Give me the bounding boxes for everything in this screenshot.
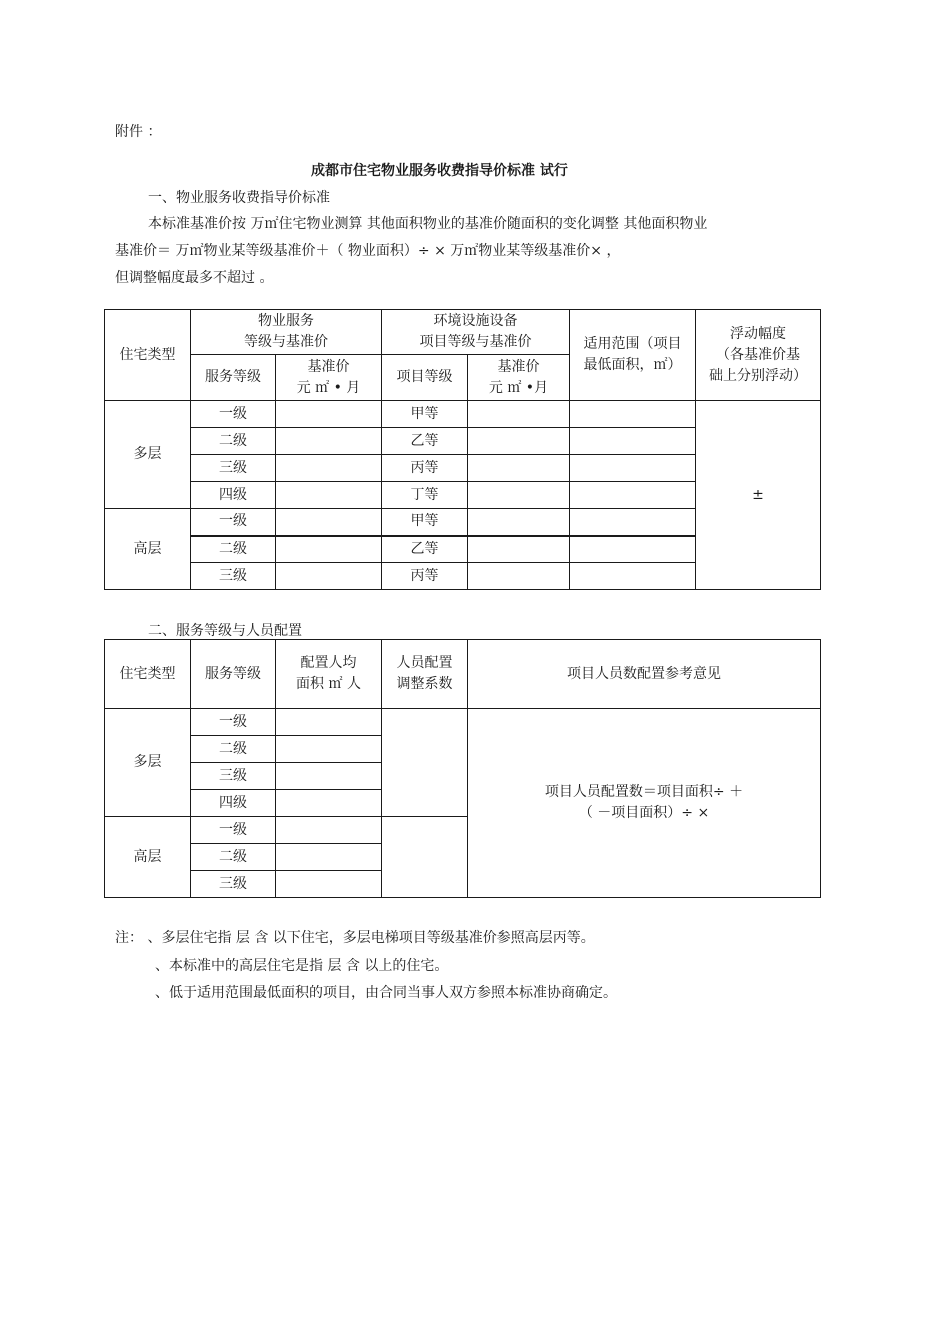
scope-cell	[570, 401, 696, 428]
service-grade-cell: 二级	[191, 844, 276, 871]
header-scope-line2: 最低面积，㎡）	[583, 357, 682, 373]
header-scope-line1: 适用范围（项目	[583, 336, 682, 352]
base-price-cell	[276, 536, 382, 563]
housing-type-highrise: 高层	[105, 509, 191, 590]
header-property-service	[191, 310, 382, 355]
staffing-formula	[468, 709, 821, 898]
project-grade-cell: 丁等	[382, 482, 468, 509]
base-price-cell	[276, 428, 382, 455]
base-price-cell	[276, 482, 382, 509]
header-staffing-opinion: 项目人员数配置参考意见	[468, 640, 821, 709]
paragraph-line-3: 但调整幅度最多不超过 。	[115, 270, 274, 286]
service-grade-cell: 三级	[191, 563, 276, 590]
base-price-cell	[276, 563, 382, 590]
header-float-line1: 浮动幅度	[730, 325, 786, 342]
header-project-grade: 项目等级	[382, 355, 468, 401]
project-grade-cell: 丙等	[382, 455, 468, 482]
project-grade-cell: 甲等	[382, 401, 468, 428]
service-grade-cell: 四级	[191, 482, 276, 509]
table-row	[105, 401, 821, 428]
service-grade-cell: 三级	[191, 763, 276, 790]
base-price-2-cell	[468, 428, 570, 455]
scope-cell	[570, 536, 696, 563]
formula-line1: 项目人员配置数＝项目面积÷ ＋	[544, 784, 744, 800]
header-base-price-2	[468, 355, 570, 401]
base-price-cell	[276, 455, 382, 482]
housing-type-highrise: 高层	[105, 817, 191, 898]
attachment-label: 附件 ：	[115, 124, 162, 140]
table-row	[105, 709, 821, 736]
header-service-grade: 服务等级	[191, 355, 276, 401]
base-price-cell	[276, 509, 382, 536]
scope-cell	[570, 428, 696, 455]
note-2: 、本标准中的高层住宅是指 层 含 以上的住宅。	[155, 958, 449, 974]
header-base-price-line1: 基准价	[307, 358, 350, 375]
formula-line2: （ －项目面积）÷ ×	[578, 805, 710, 821]
coefficient-cell	[382, 817, 468, 898]
area-cell	[276, 736, 382, 763]
header-coef-line1: 人员配置	[396, 655, 453, 671]
area-cell	[276, 790, 382, 817]
service-grade-cell: 一级	[191, 817, 276, 844]
project-grade-cell: 甲等	[382, 509, 468, 536]
scope-cell	[570, 563, 696, 590]
header-base-price2-line1: 基准价	[497, 358, 540, 375]
paragraph-line-2: 基准价＝ 万㎡物业某等级基准价＋（ 物业面积）÷ × 万㎡物业某等级基准价× ，	[115, 243, 621, 259]
float-range-value: ±	[696, 401, 821, 590]
header-scope	[570, 310, 696, 401]
service-grade-cell: 二级	[191, 736, 276, 763]
staffing-table	[104, 639, 821, 898]
header-float-line2: （各基准价基	[716, 346, 800, 363]
header-property-service-line1: 物业服务	[258, 313, 314, 329]
service-grade-cell: 二级	[191, 536, 276, 563]
project-grade-cell: 丙等	[382, 563, 468, 590]
header-area-line1: 配置人均	[300, 655, 357, 671]
note-3: 、低于适用范围最低面积的项目，由合同当事人双方参照本标准协商确定。	[155, 985, 617, 1001]
header-base-price2-line2: 元 ㎡ •月	[488, 379, 549, 396]
header-float-range	[696, 310, 821, 401]
header-housing-type: 住宅类型	[105, 310, 191, 401]
header-area-line2: 面积 ㎡ 人	[296, 676, 361, 692]
service-grade-cell: 三级	[191, 455, 276, 482]
scope-cell	[570, 509, 696, 536]
section1-heading: 一、物业服务收费指导价标准	[148, 190, 330, 206]
header-env-line2: 项目等级与基准价	[419, 334, 532, 350]
housing-type-multistorey: 多层	[105, 401, 191, 509]
base-price-2-cell	[468, 401, 570, 428]
base-price-2-cell	[468, 455, 570, 482]
base-price-2-cell	[468, 563, 570, 590]
header-base-price	[276, 355, 382, 401]
header-coef-line2: 调整系数	[396, 676, 453, 692]
base-price-2-cell	[468, 536, 570, 563]
header-housing-type: 住宅类型	[105, 640, 191, 709]
housing-type-multistorey: 多层	[105, 709, 191, 817]
service-grade-cell: 三级	[191, 871, 276, 898]
base-price-cell	[276, 401, 382, 428]
service-grade-cell: 一级	[191, 709, 276, 736]
base-price-2-cell	[468, 509, 570, 536]
scope-cell	[570, 455, 696, 482]
scope-cell	[570, 482, 696, 509]
header-env-line1: 环境设施设备	[433, 313, 518, 329]
project-grade-cell: 乙等	[382, 536, 468, 563]
note-1: 注： 、多层住宅指 层 含 以下住宅，多层电梯项目等级基准价参照高层丙等。	[115, 930, 595, 946]
area-cell	[276, 871, 382, 898]
header-property-service-line2: 等级与基准价	[244, 334, 328, 350]
header-adjust-coefficient	[382, 640, 468, 709]
service-grade-cell: 四级	[191, 790, 276, 817]
project-grade-cell: 乙等	[382, 428, 468, 455]
fee-standard-table	[104, 309, 821, 590]
document-title: 成都市住宅物业服务收费指导价标准 试行	[311, 163, 568, 179]
paragraph-line-1: 本标准基准价按 万㎡住宅物业测算 其他面积物业的基准价随面积的变化调整 其他面积物业	[148, 216, 708, 232]
header-environment	[382, 310, 570, 355]
header-base-price-line2: 元 ㎡ • 月	[296, 379, 361, 396]
area-cell	[276, 844, 382, 871]
area-cell	[276, 817, 382, 844]
coefficient-cell	[382, 709, 468, 817]
service-grade-cell: 一级	[191, 509, 276, 536]
header-service-grade: 服务等级	[191, 640, 276, 709]
header-float-line3: 础上分别浮动）	[709, 367, 807, 384]
service-grade-cell: 二级	[191, 428, 276, 455]
area-cell	[276, 709, 382, 736]
header-area-per-person	[276, 640, 382, 709]
service-grade-cell: 一级	[191, 401, 276, 428]
section2-heading: 二、服务等级与人员配置	[148, 623, 302, 639]
base-price-2-cell	[468, 482, 570, 509]
area-cell	[276, 763, 382, 790]
